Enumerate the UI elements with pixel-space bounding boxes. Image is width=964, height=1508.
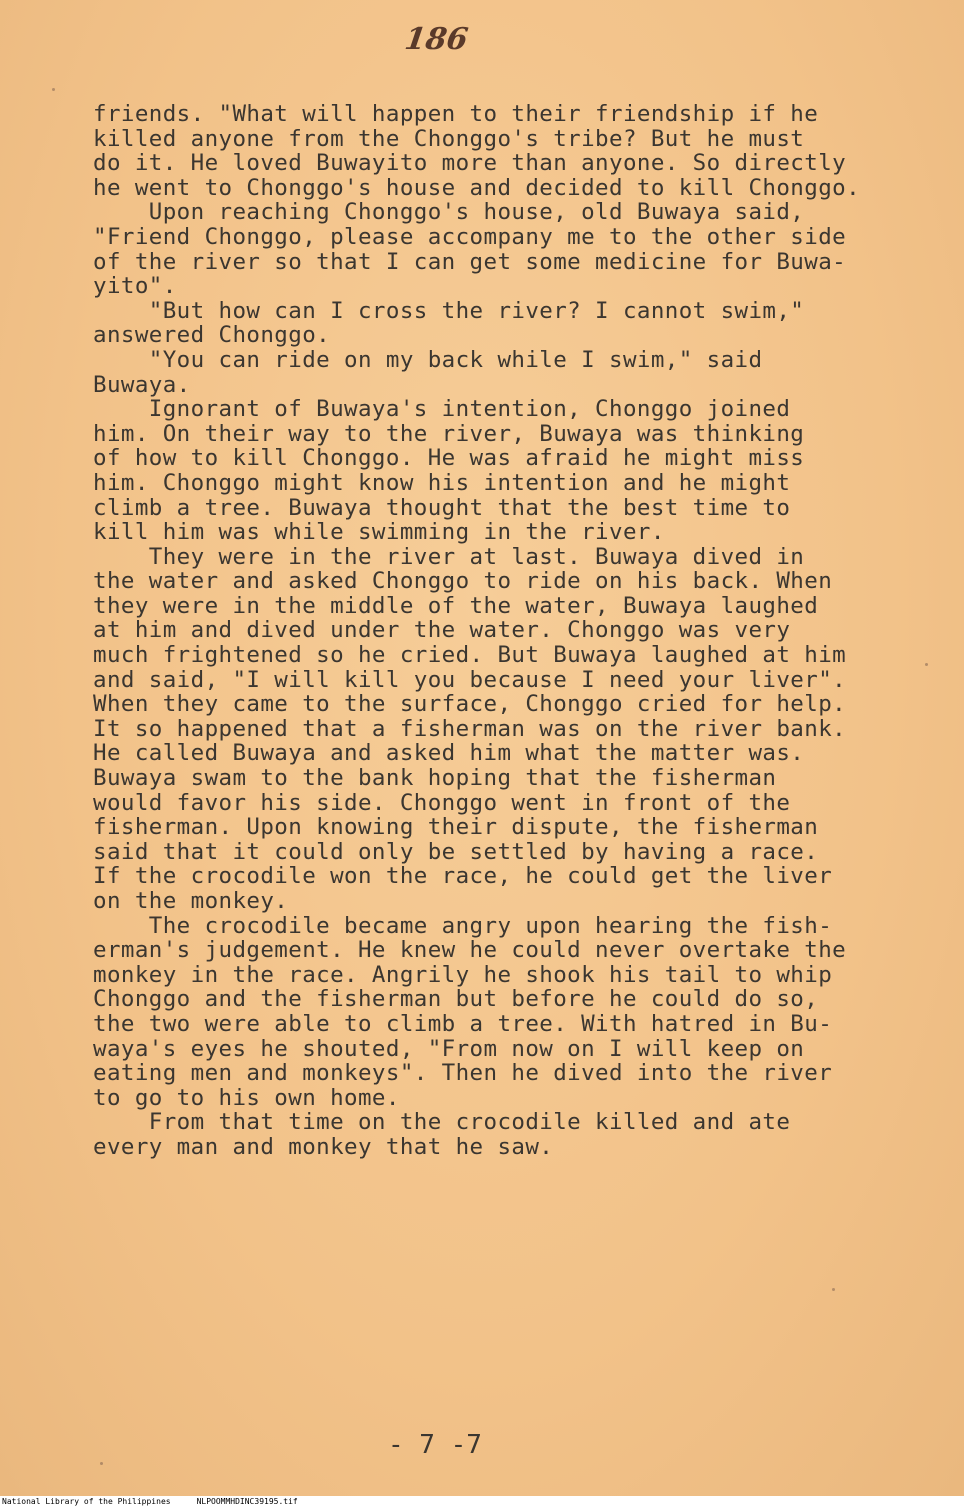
library-credit: National Library of the Philippines [2,1497,171,1506]
text-line: "But how can I cross the river? I cannot swim," [93,297,805,324]
text-line: of the river so that I can get some medicine for Buwa- [93,248,847,275]
text-line: every man and monkey that he saw. [93,1133,554,1160]
text-line: the water and asked Chonggo to ride on his back. When [93,568,833,595]
text-line: he went to Chonggo's house and decided to kill Chonggo. [93,174,861,201]
text-line: From that time on the crocodile killed and ate [93,1109,791,1136]
text-line: they were in the middle of the water, Buwaya laughed [93,592,819,619]
text-line: Buwaya swam to the bank hoping that the fisherman [93,765,777,792]
text-line: Chonggo and the fisherman but before he could do so, [93,986,819,1013]
text-line: Ignorant of Buwaya's intention, Chonggo joined [93,396,791,423]
text-line: Upon reaching Chonggo's house, old Buwaya said, [93,199,805,226]
text-line: of how to kill Chonggo. He was afraid he might miss [93,445,805,472]
text-line: do it. He loved Buwayito more than anyone. So directly [93,150,847,177]
text-line: answered Chonggo. [93,322,331,349]
text-line: the two were able to climb a tree. With hatred in Bu- [93,1010,833,1037]
text-line: killed anyone from the Chonggo's tribe? But he must [93,125,805,152]
text-line: "You can ride on my back while I swim," said [93,346,763,373]
story-text [93,102,923,1160]
text-line: The crocodile became angry upon hearing the fish- [93,912,833,939]
text-line: eating men and monkeys". Then he dived into the river [93,1060,833,1087]
paper-speck [100,1462,103,1465]
text-line: He called Buwaya and asked him what the matter was. [93,740,805,767]
text-line: and said, "I will kill you because I need your liver". [93,666,847,693]
text-line: monkey in the race. Angrily he shook his tail to whip [93,961,833,988]
text-line: would favor his side. Chonggo went in front of the [93,789,791,816]
text-line: friends. "What will happen to their friendship if he [93,101,819,127]
text-line: fisherman. Upon knowing their dispute, the fisherman [93,814,819,841]
paper-speck [832,1288,835,1291]
text-line: yito". [93,273,177,300]
text-line: They were in the river at last. Buwaya dived in [93,543,805,570]
text-line: "Friend Chonggo, please accompany me to the other side [93,223,847,250]
scan-filename: NLPOOMMHDINC39195.tif [196,1497,298,1506]
text-line: If the crocodile won the race, he could get the liver [93,863,833,890]
handwritten-page-number: 186 [402,22,471,57]
text-line: erman's judgement. He knew he could never overtake the [93,937,847,964]
text-line: Buwaya. [93,371,191,398]
text-line: When they came to the surface, Chonggo cried for help. [93,691,847,718]
scan-footer [0,1496,964,1508]
text-line: him. Chonggo might know his intention and he might [93,469,791,496]
text-line: on the monkey. [93,888,289,914]
text-line: to go to his own home. [93,1084,400,1111]
text-line: said that it could only be settled by having a race. [93,838,819,865]
text-line: It so happened that a fisherman was on the river bank. [93,715,847,742]
text-line: kill him was while swimming in the river. [93,519,665,546]
text-line: much frightened so he cried. But Buwaya laughed at him [93,642,847,669]
paper-speck [52,88,55,91]
text-line: climb a tree. Buwaya thought that the best time to [93,494,791,521]
text-line: at him and dived under the water. Chonggo was very [93,617,791,644]
paper-speck [925,663,928,666]
text-line: him. On their way to the river, Buwaya was thinking [93,420,805,447]
typed-page-number: - 7 -7 [388,1430,482,1460]
text-line: waya's eyes he shouted, "From now on I will keep on [93,1035,805,1062]
